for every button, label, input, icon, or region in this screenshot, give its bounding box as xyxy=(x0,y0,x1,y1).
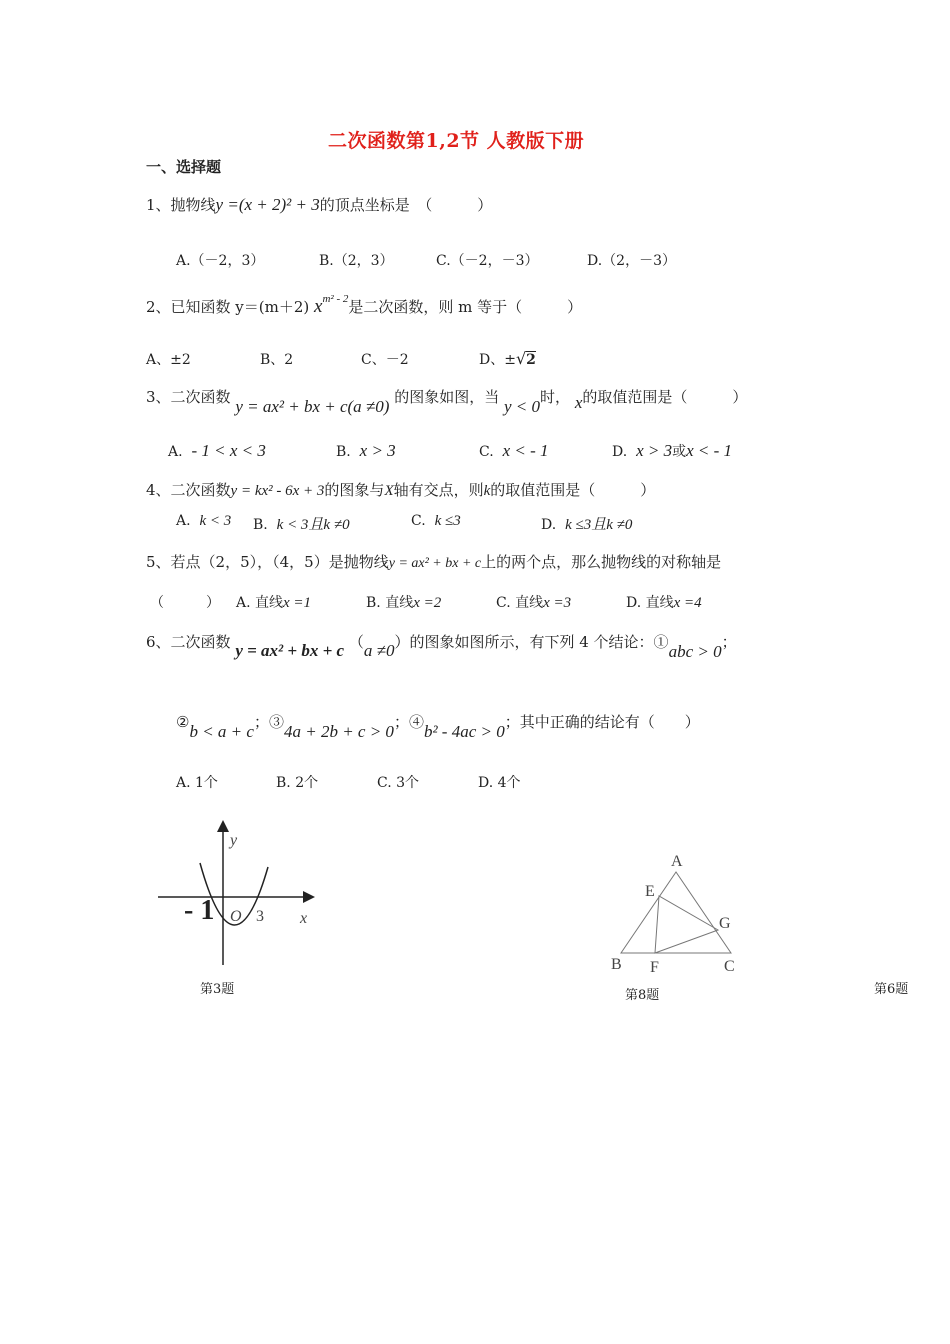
question-6-cont xyxy=(176,711,700,741)
q6-option-a: A. 1个 xyxy=(176,775,218,791)
q1-text: 1、抛物线 xyxy=(146,196,216,214)
q5-option-c-label: C. 直线 xyxy=(496,595,544,611)
triangle-efg xyxy=(655,896,718,953)
q5-option-b xyxy=(366,592,441,612)
vertex-g-label: G xyxy=(719,915,731,932)
q3-option-a-formula: - 1 < x < 3 xyxy=(191,441,266,460)
q1-option-c: C.（－2，－3） xyxy=(436,253,539,269)
q5-text: 5、若点（2，5），（4，5）是抛物线 xyxy=(146,553,389,571)
q6-condition: a ≠0 xyxy=(363,641,395,660)
q4-option-a-label: A. xyxy=(176,513,191,529)
q4-option-a-formula: k < 3 xyxy=(199,513,232,529)
q4-axis: X xyxy=(384,483,394,499)
q2-option-b: B、2 xyxy=(260,352,294,368)
q4-text-mid2: 轴有交点，则 xyxy=(393,481,484,499)
q2-option-a: A、±2 xyxy=(146,352,191,368)
q3-option-c-label: C. xyxy=(479,444,494,460)
q2-formula: x xyxy=(314,296,323,317)
q4-formula: y = kx² - 6x + 3 xyxy=(230,483,325,499)
q3-option-d-tail: x < - 1 xyxy=(686,441,733,460)
q2-text: 2、已知函数 y＝(m＋2) xyxy=(146,298,310,316)
q5-option-a-formula: x =1 xyxy=(283,595,312,611)
q4-option-c-formula: k ≤3 xyxy=(434,513,461,529)
q3-option-d-formula: x > 3 xyxy=(636,441,673,460)
q2-exponent: m² - 2 xyxy=(322,293,349,305)
q2-option-d-label: D、± xyxy=(479,352,516,368)
q4-text: 4、二次函数 xyxy=(146,481,231,499)
q3-option-b xyxy=(336,441,396,461)
q1-formula: y =(x + 2)² + 3 xyxy=(215,195,320,214)
q5-option-b-label: B. 直线 xyxy=(366,595,414,611)
q6-semicolon: ； xyxy=(721,633,737,651)
page-title: 二次函数第1,2节 人教版下册 xyxy=(328,130,585,152)
q4-variable: k xyxy=(483,483,491,499)
q5-option-d-label: D. 直线 xyxy=(626,595,674,611)
question-6 xyxy=(146,631,737,661)
caption-fig6: 第6题 xyxy=(874,982,909,997)
section-heading: 一、选择题 xyxy=(146,158,222,176)
q3-option-d-or: 或 xyxy=(672,444,687,460)
question-5 xyxy=(146,551,721,572)
q3-text-mid2: 时， xyxy=(540,388,571,406)
q4-text-post: 的取值范围是（ ） xyxy=(490,481,656,499)
q3-formula: y = ax² + bx + c(a ≠0) xyxy=(235,397,390,416)
q2-text-post: 是二次函数，则 m 等于（ ） xyxy=(348,298,583,316)
q4-option-b-formula: k < 3且k ≠0 xyxy=(276,517,350,533)
q2-sqrt-value: 2 xyxy=(526,352,536,368)
vertex-e-label: E xyxy=(645,883,655,900)
q3-text: 3、二次函数 xyxy=(146,388,231,406)
caption-fig3: 第3题 xyxy=(200,982,235,997)
q6-mark-2: ② xyxy=(176,713,190,731)
q1-option-d: D.（2，－3） xyxy=(587,253,676,269)
q5-option-a xyxy=(236,592,311,612)
q4-text-mid: 的图象与 xyxy=(324,481,385,499)
q4-option-c-label: C. xyxy=(411,513,426,529)
vertex-c-label: C xyxy=(724,958,735,975)
q4-option-d-formula: k ≤3且k ≠0 xyxy=(565,517,633,533)
vertex-f-label: F xyxy=(650,959,659,976)
q5-option-c xyxy=(496,592,571,612)
q6-option-c: C. 3个 xyxy=(377,775,420,791)
q3-option-d-label: D. xyxy=(612,444,628,460)
q2-option-c: C、－2 xyxy=(361,352,409,368)
q6-conclusion-4: b² - 4ac > 0 xyxy=(423,722,505,741)
q5-option-b-formula: x =2 xyxy=(413,595,442,611)
q3-text-post: 的取值范围是（ ） xyxy=(582,388,748,406)
question-4 xyxy=(146,479,655,500)
q6-conclusion-2: b < a + c xyxy=(189,722,254,741)
y-label: y xyxy=(230,832,238,849)
tick-minus-1-label: - 1 xyxy=(184,895,215,926)
triangle-abc xyxy=(621,872,731,953)
q5-option-d-formula: x =4 xyxy=(673,595,702,611)
q3-option-c xyxy=(479,441,549,461)
q6-mark-3: ；③ xyxy=(253,713,284,731)
q6-paren-open: （ xyxy=(348,633,364,651)
q3-option-d xyxy=(612,441,732,461)
q5-option-c-formula: x =3 xyxy=(543,595,572,611)
q6-text: 6、二次函数 xyxy=(146,633,231,651)
q6-option-d: D. 4个 xyxy=(478,775,521,791)
q5-option-a-label: A. 直线 xyxy=(236,595,284,611)
q4-option-d xyxy=(541,513,632,534)
vertex-b-label: B xyxy=(611,956,622,973)
q6-option-b: B. 2个 xyxy=(276,775,319,791)
origin-label: O xyxy=(230,908,242,925)
q3-option-c-formula: x < - 1 xyxy=(502,441,549,460)
q4-option-b xyxy=(253,513,350,534)
question-2 xyxy=(146,293,583,318)
q2-option-d xyxy=(479,349,536,369)
q5-option-d xyxy=(626,592,702,612)
x-label: x xyxy=(300,910,308,927)
q5-formula: y = ax² + bx + c xyxy=(388,556,482,571)
q6-text-end: ；其中正确的结论有（ ） xyxy=(504,713,700,731)
caption-fig8: 第8题 xyxy=(625,988,660,1003)
vertex-a-label: A xyxy=(671,853,683,870)
q3-option-a xyxy=(168,441,266,461)
q1-text-post: 的顶点坐标是 （ ） xyxy=(319,196,493,214)
tick-3-label: 3 xyxy=(256,908,264,925)
q4-option-c xyxy=(411,513,461,530)
q1-option-b: B.（2，3） xyxy=(319,253,394,269)
q3-option-a-label: A. xyxy=(168,444,183,460)
q3-variable: x xyxy=(574,393,583,412)
q4-option-b-label: B. xyxy=(253,517,268,533)
triangle-figure xyxy=(605,848,755,978)
q6-formula: y = ax² + bx + c xyxy=(235,641,345,660)
sqrt-icon: √ xyxy=(515,349,527,368)
q3-condition: y < 0 xyxy=(504,397,541,416)
q5-answer-paren: （ ） xyxy=(150,595,220,611)
question-1 xyxy=(146,194,492,215)
q3-option-b-label: B. xyxy=(336,444,351,460)
q3-option-b-formula: x > 3 xyxy=(359,441,396,460)
q5-text-post: 上的两个点，那么抛物线的对称轴是 xyxy=(481,553,722,571)
q1-option-a: A.（－2，3） xyxy=(176,253,265,269)
parabola-figure xyxy=(150,815,330,975)
q6-mark-4: ；④ xyxy=(393,713,424,731)
q6-text-post: ）的图象如图所示，有下列 4 个结论：① xyxy=(394,633,669,651)
q6-conclusion-3: 4a + 2b + c > 0 xyxy=(283,722,394,741)
q4-option-a xyxy=(176,513,231,530)
q4-option-d-label: D. xyxy=(541,517,557,533)
question-3 xyxy=(146,386,748,416)
q6-conclusion-1: abc > 0 xyxy=(668,642,722,661)
q3-text-mid: 的图象如图，当 xyxy=(394,388,500,406)
